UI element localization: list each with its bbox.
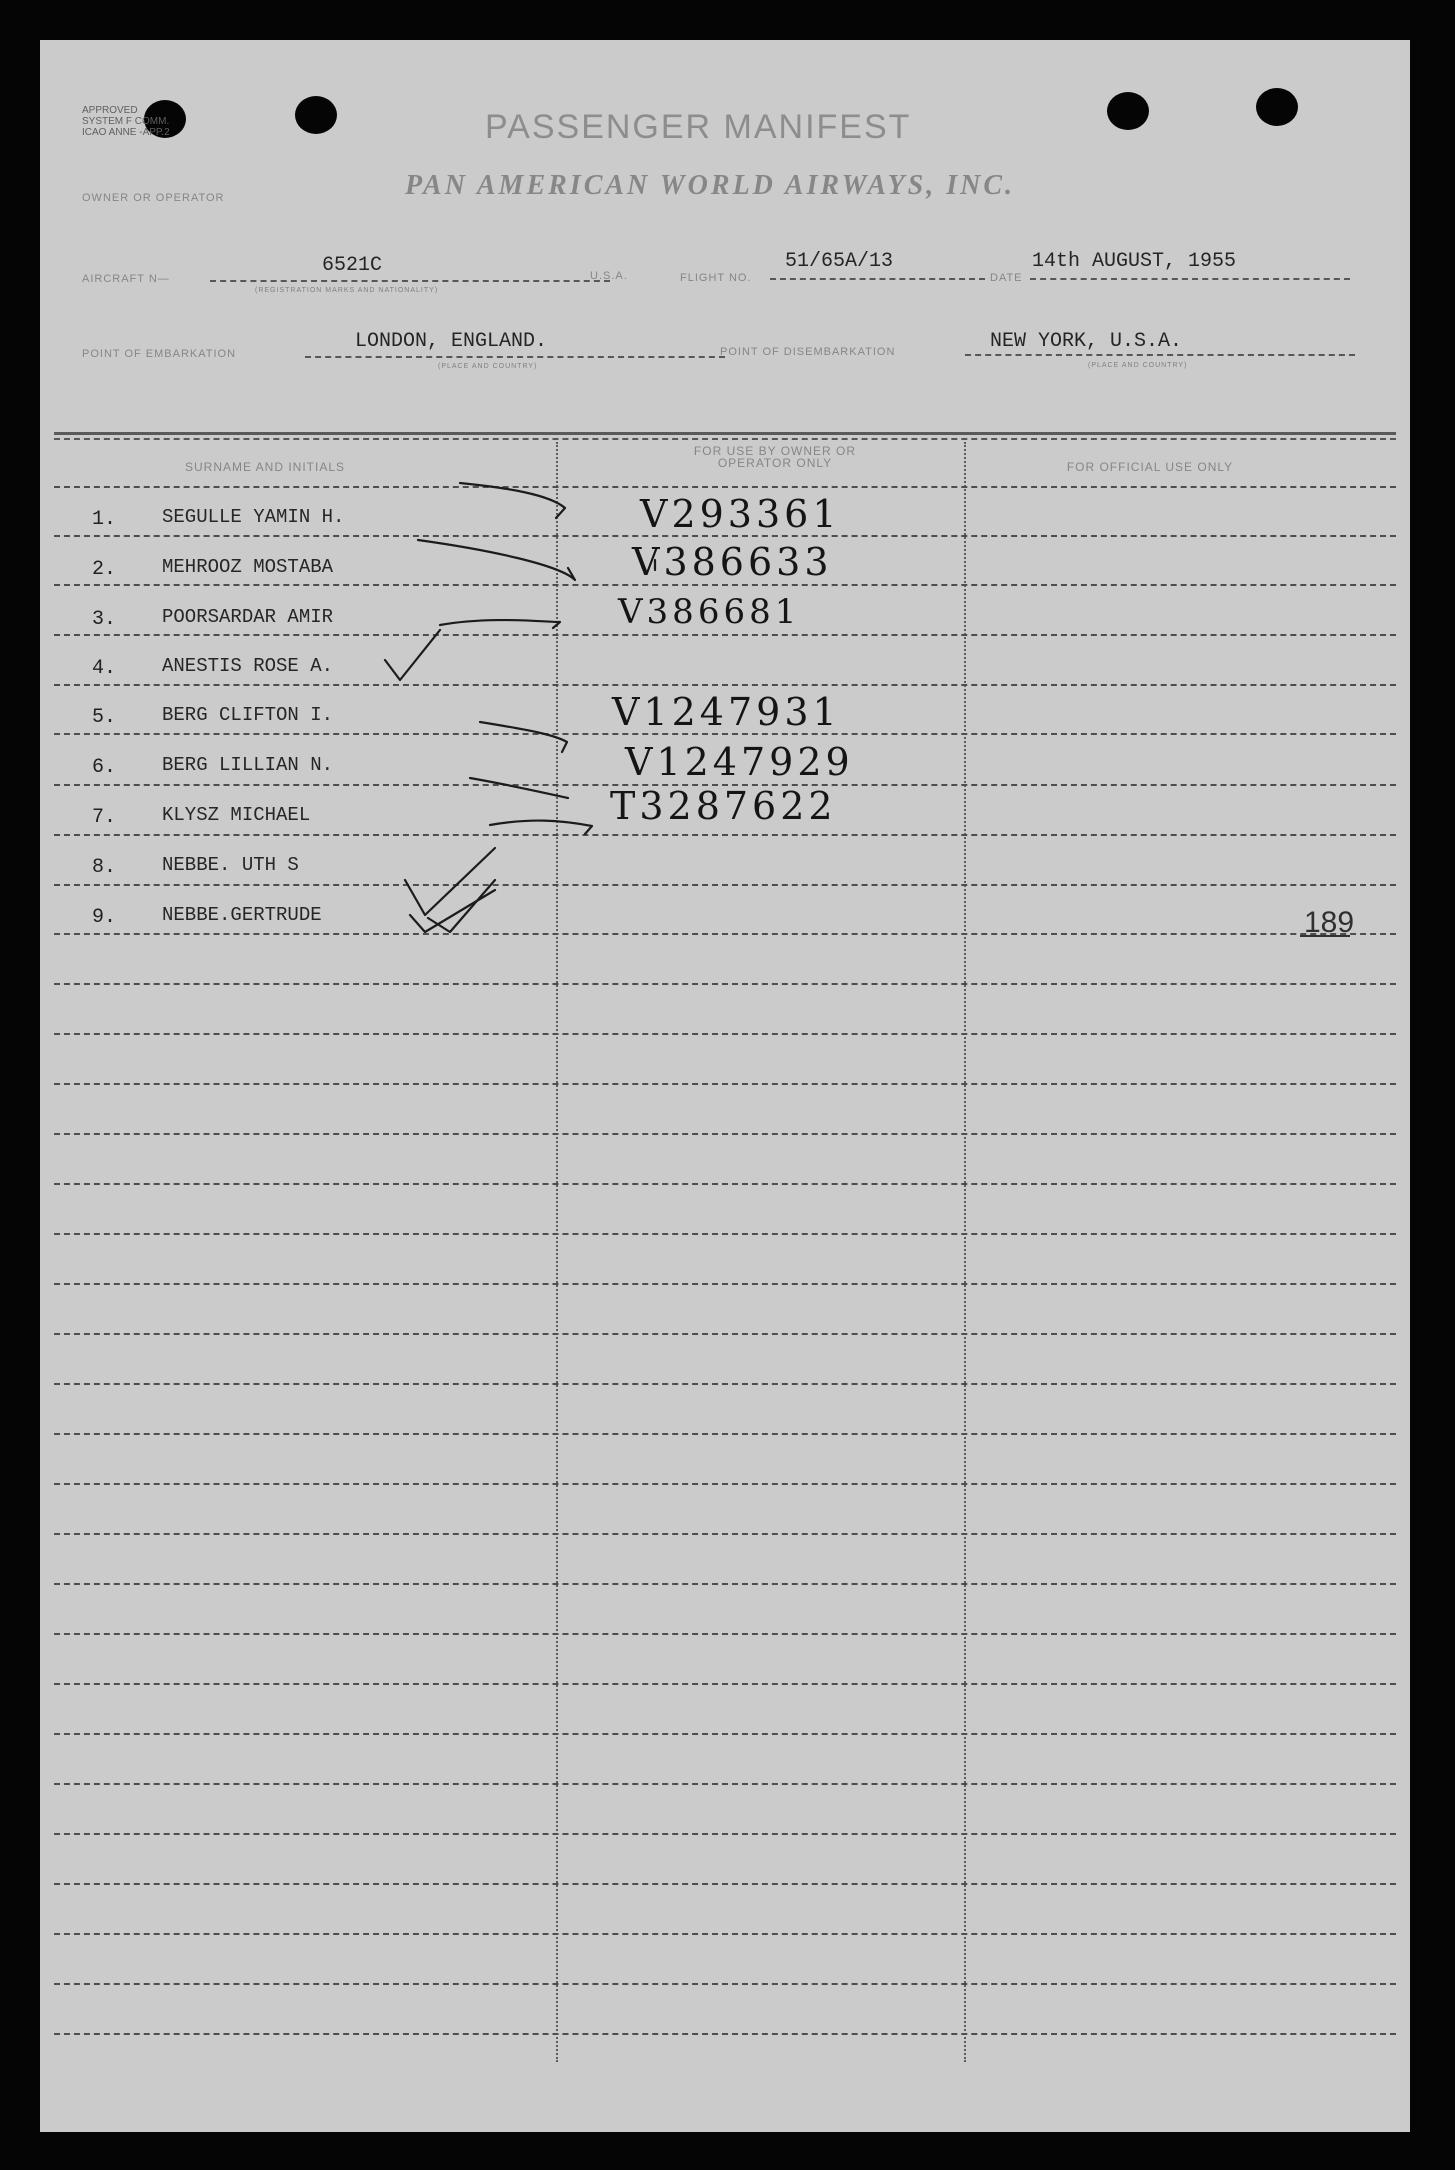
approval-note: APPROVED SYSTEM F COMM. ICAO ANNE -APP.2 — [82, 105, 170, 138]
row-number: 9. — [92, 906, 117, 929]
embarkation-value: LONDON, ENGLAND. — [355, 330, 548, 353]
row-number: 6. — [92, 756, 117, 779]
disembarkation-label: POINT OF DISEMBARKATION — [720, 346, 896, 358]
margin-number: 189 — [1304, 906, 1355, 939]
passenger-name: BERG CLIFTON I. — [162, 704, 334, 726]
airline-name: PAN AMERICAN WORLD AIRWAYS, INC. — [405, 170, 1016, 201]
document-number: V386633 — [632, 540, 833, 584]
embarkation-label: POINT OF EMBARKATION — [82, 348, 237, 360]
document-number: V386681 — [618, 592, 801, 632]
document-number: T3287622 — [610, 784, 837, 828]
date-value: 14th AUGUST, 1955 — [1032, 250, 1237, 273]
document-number: V1247931 — [612, 690, 841, 734]
document-number: V293361 — [640, 492, 841, 536]
owner-label: OWNER OR OPERATOR — [82, 192, 225, 204]
flight-label: FLIGHT NO. — [680, 272, 752, 284]
row-number: 8. — [92, 856, 117, 879]
punch-hole — [295, 96, 337, 134]
manifest-sheet — [40, 40, 1410, 2132]
row-number: 4. — [92, 657, 117, 680]
form-title: PASSENGER MANIFEST — [485, 108, 912, 146]
usa-label: U.S.A. — [590, 270, 628, 282]
punch-hole — [1107, 92, 1149, 130]
passenger-name: SEGULLE YAMIN H. — [162, 506, 345, 528]
disembarkation-value: NEW YORK, U.S.A. — [990, 330, 1183, 353]
row-number: 7. — [92, 806, 117, 829]
passenger-name: NEBBE. UTH S — [162, 854, 299, 876]
punch-hole — [1256, 88, 1298, 126]
passenger-name: ANESTIS ROSE A. — [162, 655, 334, 677]
registration-note: (REGISTRATION MARKS AND NATIONALITY) — [255, 287, 439, 294]
aircraft-label: AIRCRAFT N— — [82, 273, 170, 285]
column-header-official-use: FOR OFFICIAL USE ONLY — [1066, 460, 1234, 474]
row-number: 2. — [92, 558, 117, 581]
column-header-surname: SURNAME AND INITIALS — [184, 460, 346, 474]
row-number: 5. — [92, 706, 117, 729]
disembarkation-note: (PLACE AND COUNTRY) — [1088, 362, 1188, 369]
row-number: 3. — [92, 608, 117, 631]
flight-number: 51/65A/13 — [785, 250, 894, 273]
aircraft-value: 6521C — [322, 254, 383, 277]
document-number: V1247929 — [625, 740, 854, 784]
passenger-name: KLYSZ MICHAEL — [162, 804, 311, 826]
embarkation-note: (PLACE AND COUNTRY) — [438, 363, 538, 370]
row-number: 1. — [92, 508, 117, 531]
column-header-owner-use: FOR USE BY OWNER OR OPERATOR ONLY — [693, 444, 857, 470]
passenger-name: BERG LILLIAN N. — [162, 754, 334, 776]
passenger-name: NEBBE.GERTRUDE — [162, 904, 322, 926]
passenger-name: MEHROOZ MOSTABA — [162, 556, 334, 578]
passenger-name: POORSARDAR AMIR — [162, 606, 334, 628]
date-label: DATE — [990, 272, 1023, 284]
